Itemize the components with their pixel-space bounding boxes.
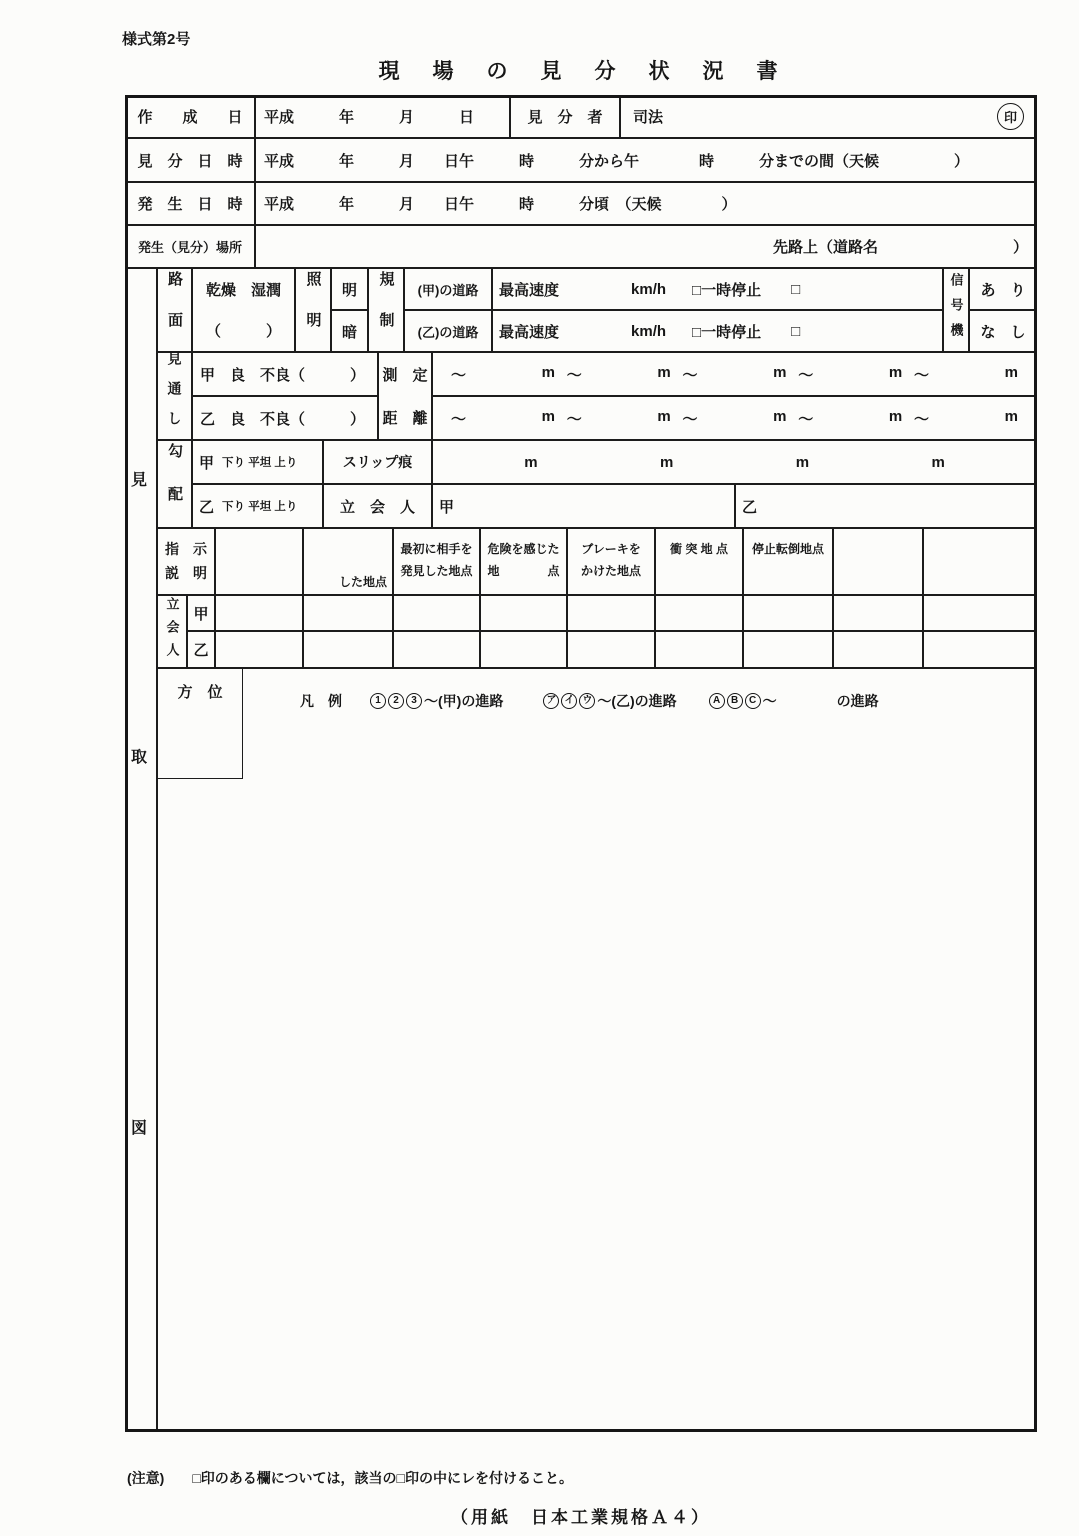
header-cell-empty	[923, 528, 1037, 595]
label-witness-rows: 立会人	[157, 595, 187, 668]
label-inspector: 見 分 者	[510, 95, 620, 138]
grid-cell	[923, 595, 1037, 631]
cell-speed-otsu	[492, 310, 943, 352]
paper-size-note: （用紙 日本工業規格Ａ４）	[451, 1508, 711, 1527]
header-cell-empty	[833, 528, 923, 595]
header-cell-point-of	[303, 528, 393, 595]
form-number: 様式第2号	[122, 31, 191, 48]
distance-word: 距 離	[382, 410, 428, 427]
meters-unit: m	[524, 453, 538, 471]
speed-label: 最高速度	[499, 281, 560, 299]
tilde: ～	[914, 366, 930, 384]
strip-char-zu: 図	[131, 1120, 148, 1137]
cell-signal-no: な し	[969, 310, 1037, 352]
label-visibility: 見通し	[157, 352, 192, 440]
circled-A-icon: A	[709, 693, 725, 709]
label-signal: 信号機	[943, 268, 969, 352]
measure-word: 測 定	[382, 367, 428, 384]
grid-cell	[743, 595, 833, 631]
field-inspector	[620, 95, 1037, 138]
surface-parens: （ ）	[205, 323, 281, 340]
field-occurrence-datetime: 平成 年 月 日午 時 分頃 （天候 ）	[255, 182, 1037, 225]
cell-gradient-otsu	[192, 484, 323, 528]
gradient-options: 下り 平坦 上り	[222, 501, 298, 513]
circled-i-kana-icon: イ	[561, 693, 577, 709]
cell-witness-kou: 甲	[432, 484, 735, 528]
grid-cell	[833, 595, 923, 631]
label-measured-distance	[378, 352, 432, 440]
meters-unit: m	[773, 407, 787, 425]
circled-u-kana-icon: ウ	[579, 693, 595, 709]
meters-unit: m	[657, 363, 671, 381]
strip-char-tori: 取	[131, 749, 148, 766]
meters-unit: m	[1004, 363, 1018, 381]
circled-3-icon: 3	[406, 693, 422, 709]
header-cell-braked	[567, 528, 655, 595]
field-inspection-datetime: 平成 年 月 日午 時 分から午 時 分までの間（天候 ）	[255, 138, 1037, 182]
meters-unit: m	[888, 407, 903, 425]
cell-slip-values	[432, 440, 1037, 484]
label-creation-date: 作 成 日	[125, 95, 255, 138]
meters-unit: m	[1004, 407, 1018, 425]
speed-label: 最高速度	[499, 323, 560, 341]
tilde: ～	[566, 410, 582, 428]
meters-unit: m	[541, 363, 555, 381]
checkbox-icon: □	[791, 322, 801, 340]
grid-cell	[480, 595, 567, 631]
cell-surface-condition	[192, 268, 295, 352]
cell-distance-row-1	[432, 352, 1037, 396]
tilde: ～	[682, 410, 698, 428]
legend-label: 凡 例	[300, 693, 342, 709]
label-lighting: 照明	[295, 268, 331, 352]
party-otsu: 乙	[199, 498, 215, 516]
label-inspection-datetime: 見 分 日 時	[125, 138, 255, 182]
checkbox-icon: □	[791, 280, 801, 298]
party-kou: 甲	[199, 454, 215, 472]
cell-bright: 明	[331, 268, 368, 310]
inspector-prefix: 司法	[633, 109, 664, 126]
compass-box: 方 位	[157, 668, 243, 779]
tilde: ～	[798, 410, 814, 428]
label-witness: 立 会 人	[323, 484, 432, 528]
meters-unit: m	[773, 363, 787, 381]
header-cell-first-noticed	[393, 528, 480, 595]
cell-witness-row-kou: 甲	[187, 595, 215, 631]
meters-unit: m	[659, 453, 674, 471]
header-line: 停止転倒地点	[751, 542, 824, 556]
speed-unit: km/h	[631, 280, 667, 298]
circled-2-icon: 2	[388, 693, 404, 709]
grid-cell	[923, 631, 1037, 668]
sketch-area	[157, 668, 1037, 1432]
header-line: 危険を感じた	[487, 542, 560, 556]
cell-witness-row-otsu: 乙	[187, 631, 215, 668]
label-regulation: 規制	[368, 268, 404, 352]
header-line: 発見した地点	[400, 564, 473, 579]
header-line: 地 点	[487, 564, 560, 579]
circled-a-kana-icon: ア	[543, 693, 559, 709]
header-cell-stop-overturn-point	[743, 528, 833, 595]
footer-note: (注意) □印のある欄については，該当の□印の中にレを付けること。	[127, 1470, 573, 1486]
grid-cell	[303, 595, 393, 631]
tilde: ～	[798, 366, 814, 384]
label-road-surface: 路面	[157, 268, 192, 352]
grid-cell	[567, 631, 655, 668]
meters-unit: m	[888, 363, 903, 381]
circled-1-icon: 1	[370, 693, 386, 709]
grid-cell	[215, 595, 303, 631]
legend-otsu-route	[543, 691, 676, 711]
cell-visibility-kou: 甲 良 不良（ ）	[192, 352, 378, 396]
tilde: ～	[566, 366, 582, 384]
seal-icon: 印	[997, 103, 1024, 130]
cell-speed-kou	[492, 268, 943, 310]
header-line: かけた地点	[580, 564, 641, 579]
explanation-line: 説 明	[165, 564, 207, 581]
grid-cell	[743, 631, 833, 668]
grid-cell	[567, 595, 655, 631]
stop-checkbox-label: □一時停止	[692, 323, 762, 341]
grid-cell	[393, 595, 480, 631]
cell-signal-yes: あ り	[969, 268, 1037, 310]
surface-options: 乾燥 湿潤	[205, 282, 281, 299]
grid-cell	[393, 631, 480, 668]
legend-abc-suffix: ～	[762, 693, 777, 709]
header-line: ブレーキを	[581, 542, 641, 556]
cell-visibility-otsu: 乙 良 不良（ ）	[192, 396, 378, 440]
grid-cell	[303, 631, 393, 668]
indication-line: 指 示	[165, 540, 207, 557]
page-title: 現 場 の 見 分 状 況 書	[378, 60, 784, 83]
grid-cell	[215, 631, 303, 668]
label-slip-marks: スリップ痕	[323, 440, 432, 484]
gradient-options: 下り 平坦 上り	[222, 457, 298, 469]
meters-unit: m	[795, 453, 810, 471]
legend-kou-suffix: ～(甲)の進路	[424, 693, 504, 709]
cell-gradient-kou	[192, 440, 323, 484]
header-cell-felt-danger	[480, 528, 567, 595]
sketch-strip	[125, 268, 157, 1432]
label-indication-explanation	[157, 528, 215, 595]
stop-checkbox-label: □一時停止	[692, 281, 762, 299]
tilde: ～	[451, 410, 467, 428]
legend-row	[300, 688, 879, 714]
grid-cell	[833, 631, 923, 668]
meters-unit: m	[541, 407, 555, 425]
label-location: 発生（見分）場所	[125, 225, 255, 268]
label-occurrence-datetime: 発 生 日 時	[125, 182, 255, 225]
tilde: ～	[682, 366, 698, 384]
cell-road-otsu: (乙)の道路	[404, 310, 492, 352]
cell-dark: 暗	[331, 310, 368, 352]
label-gradient: 勾配	[157, 440, 192, 528]
grid-cell	[655, 631, 743, 668]
tilde: ～	[451, 366, 467, 384]
circled-C-icon: C	[745, 693, 761, 709]
legend-abc-route	[709, 691, 777, 711]
field-creation-date: 平成 年 月 日	[255, 95, 510, 138]
header-line: した地点	[338, 575, 387, 589]
cell-distance-row-2	[432, 396, 1037, 440]
meters-unit: m	[931, 453, 945, 471]
legend-otsu-suffix: ～(乙)の進路	[597, 693, 677, 709]
cell-witness-otsu: 乙	[735, 484, 1037, 528]
circled-B-icon: B	[727, 693, 743, 709]
tilde: ～	[914, 410, 930, 428]
legend-abc-tail: の進路	[836, 693, 879, 709]
grid-cell	[480, 631, 567, 668]
header-cell-empty	[215, 528, 303, 595]
meters-unit: m	[657, 407, 671, 425]
field-location: 先路上（道路名 ）	[255, 225, 1037, 268]
speed-unit: km/h	[631, 322, 667, 340]
grid-cell	[655, 595, 743, 631]
header-cell-collision-point	[655, 528, 743, 595]
cell-road-kou: (甲)の道路	[404, 268, 492, 310]
legend-kou-route	[370, 691, 503, 711]
header-line: 衝 突 地 点	[669, 542, 728, 556]
header-line: 最初に相手を	[400, 542, 473, 556]
strip-char-mi: 見	[131, 472, 148, 489]
